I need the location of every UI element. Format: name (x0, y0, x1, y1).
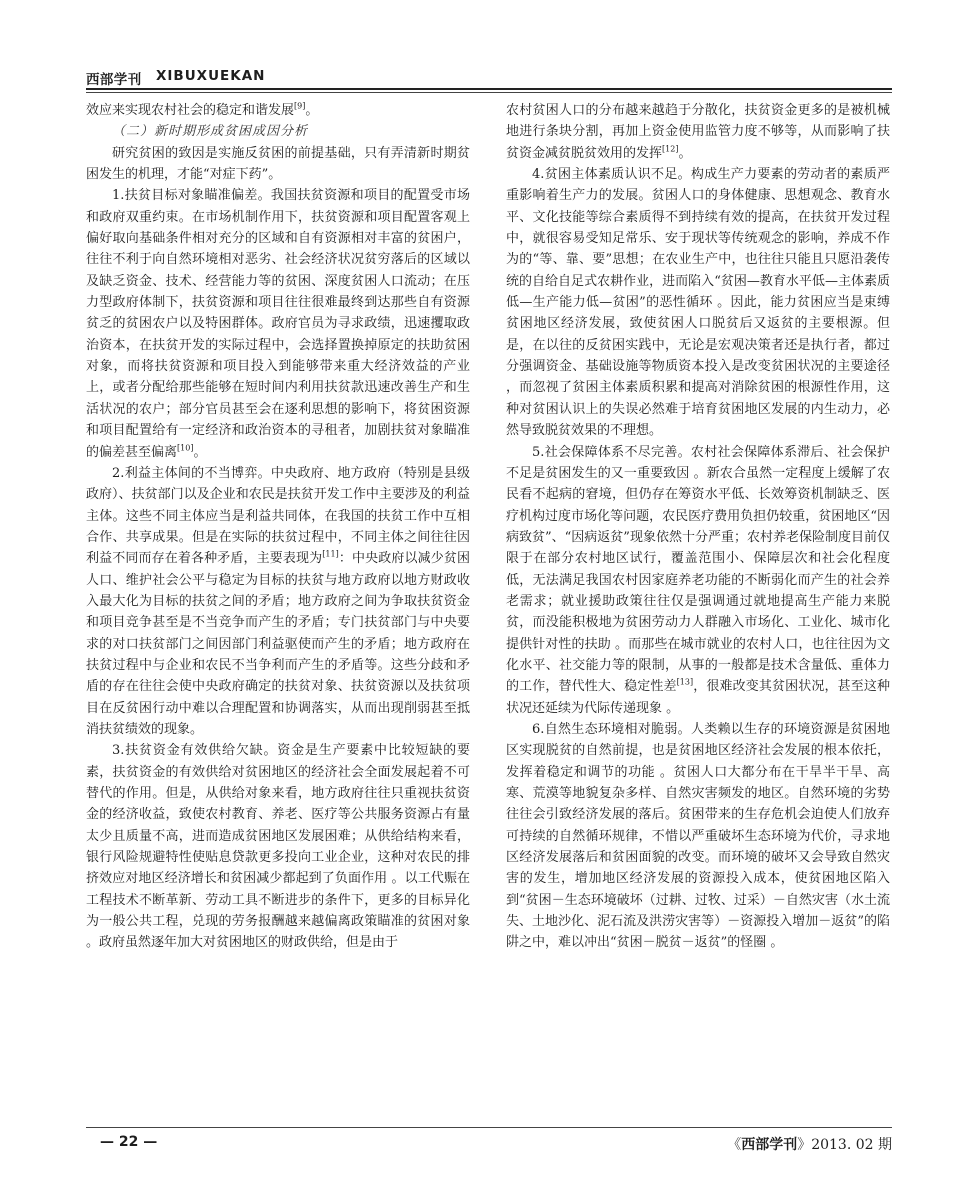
paragraph: 研究贫困的致因是实施反贫困的前提基础，只有弄清新时期贫困发生的机理，才能“对症下药”。 (86, 145, 470, 183)
paragraph: 2.利益主体间的不当博弈。中央政府、地方政府（特别是县级政府）、扶贫部门以及企业和农民是扶贫开发工作中主要涉及的利益主体。这些不同主体应当是利益共同体，在我国的扶贫工作中互相合作、共享成果。但是在实际的扶贫过程中，不同主体之间往往因利益不同而存在着各种矛盾，主要表现为[11]：中央政府以减少贫困人口、维护社会公平与稳定为目标的扶贫与地方政府以地方财政收入最大化为目标的扶贫之间的矛盾；地方政府之间为争取扶贫资金和项目竞争甚至是不当竞争而产生的矛盾；专门扶贫部门与中央要求的对口扶贫部门之间因部门利益驱使而产生的矛盾；地方政府在扶贫过程中与企业和农民不当争利而产生的矛盾等。这些分歧和矛盾的存在往往会使中央政府确定的扶贫对象、扶贫资源以及扶贫项目在反贫困行动中难以合理配置和协调落实，从而出现削弱甚至抵消扶贫绩效的现象。 (86, 465, 470, 737)
citation-ref: [12] (662, 144, 679, 154)
paragraph: 农村贫困人口的分布越来越趋于分散化，扶贫资金更多的是被机械地进行条块分割，再加上资金使用监管力度不够等，从而影响了扶贫资金减贫脱贫效用的发挥[12]。 (506, 103, 890, 161)
right-column (506, 100, 890, 954)
paragraph: 1.扶贫目标对象瞄准偏差。我国扶贫资源和项目的配置受市场和政府双重约束。在市场机制作用下，扶贫资源和项目配置客观上偏好取向基础条件相对充分的区域和自有资源相对丰富的贫困户，往往不利于向自然环境相对恶劣、社会经济状况贫穷落后的区域以及缺乏资金、技术、经营能力等的贫困、深度贫困人口流动；在压力型政府体制下，扶贫资源和项目往往很难最终到达那些自有资源贫乏的贫困农户以及特困群体。政府官员为寻求政绩，迅速攫取政治资本，在扶贫开发的实际过程中，会选择置换掉原定的扶助贫困对象，而将扶贫资源和项目投入到能够带来重大经济效益的产业上，或者分配给那些能够在短时间内利用扶贫款迅速改善生产和生活状况的农户；部分官员甚至会在逐利思想的影响下，将贫困资源和项目配置给有一定经济和政治资本的寻租者，加剧扶贫对象瞄准的偏差甚至偏离[10]。 (86, 188, 470, 460)
paragraph: 5.社会保障体系不尽完善。农村社会保障体系滞后、社会保护不足是贫困发生的又一重要致因 。新农合虽然一定程度上缓解了农民看不起病的窘境，但仍存在筹资水平低、长效筹资机制缺乏、医疗机构过度市场化等问题，农民医疗费用负担仍较重，贫困地区“因病致贫”、“因病返贫”现象依然十分严重；农村养老保险制度目前仅限于在部分农村地区试行，覆盖范围小、保障层次和社会化程度低，无法满足我国农村因家庭养老功能的不断弱化而产生的社会养老需求；就业援助政策往往仅是强调通过就地提高生产能力来脱贫，而没能积极地为贫困劳动力人群融入市场化、工业化、城市化提供针对性的扶助 。而那些在城市就业的农村人口，也往往因为文化水平、社交能力等的限制，从事的一般都是技术含量低、重体力的工作，替代性大、稳定性差[13]，很难改变其贫困状况，甚至这种状况还延续为代际传递现象 。 (506, 444, 890, 716)
citation-ref: [13] (676, 677, 694, 687)
section-subheading: （二）新时期形成贫困成因分析 (112, 124, 309, 140)
footer-rule (86, 1127, 892, 1128)
page-number: — 22 — (100, 1134, 158, 1150)
paragraph: 3.扶贫资金有效供给欠缺。资金是生产要素中比较短缺的要素，扶贫资金的有效供给对贫困地区的经济社会全面发展起着不可替代的作用。但是，从供给对象来看，地方政府往往只重视扶贫资金的经济收益，致使农村教育、养老、医疗等公共服务资源占有量太少且质量不高，进而造成贫困地区发展困难；从供给结构来看，银行风险规避特性使贴息贷款更多投向工业企业，这种对农民的排挤效应对地区经济增长和贫困减少都起到了负面作用 。以工代赈在工程技术不断革新、劳动工具不断进步的条件下，更多的目标异化为一般公共工程，兑现的劳务报酬越来越偏离政策瞄准的贫困对象 。政府虽然逐年加大对贫困地区的财政供给，但是由于 (86, 743, 470, 951)
header-rule-thin (86, 92, 892, 93)
issue-label: 《西部学刊》2013. 02 期 (727, 1137, 892, 1153)
paragraph: 6.自然生态环境相对脆弱。人类赖以生存的环境资源是贫困地区实现脱贫的自然前提，也是贫困地区经济社会发展的根本依托，发挥着稳定和调节的功能 。贫困人口大都分布在干旱半干旱、高寒、荒漠等地貌复杂多样、自然灾害频发的地区。自然环境的劣势往往会引致经济发展的落后。贫困带来的生存危机会迫使人们放弃可持续的自然循环规律，不惜以严重破坏生态环境为代价，寻求地区经济发展落后和贫困面貌的改变。而环境的破坏又会导致自然灾害的发生，增加地区经济发展的资源投入成本，使贫困地区陷入到“贫困－生态环境破坏（过耕、过牧、过采）－自然灾害（水土流失、土地沙化、泥石流及洪涝灾害等）－资源投入增加－返贫”的陷阱之中，难以冲出“贫困－脱贫－返贫”的怪圈 。 (506, 721, 890, 951)
left-column (86, 100, 470, 954)
citation-ref: [11] (322, 549, 339, 559)
citation-ref: [10] (177, 443, 194, 453)
paragraph: 4.贫困主体素质认识不足。构成生产力要素的劳动者的素质严重影响着生产力的发展。贫困人口的身体健康、思想观念、教育水平、文化技能等综合素质得不到持续有效的提高，在扶贫开发过程中，就很容易受知足常乐、安于现状等传统观念的影响，养成不作为的“等、靠、要”思想；在农业生产中，也往往只能且只愿沿袭传统的自给自足式农耕作业，进而陷入“贫困—教育水平低—主体素质低—生产能力低—贫困”的恶性循环 。因此，能力贫困应当是束缚贫困地区经济发展，致使贫困人口脱贫后又返贫的主要根源。但是，在以往的反贫困实践中，无论是宏观决策者还是执行者，都过分强调资金、基础设施等物质资本投入是改变贫困状况的主要途径 ，而忽视了贫困主体素质积累和提高对消除贫困的根源性作用，这种对贫困认识上的失误必然难于培育贫困地区发展的内生动力，必然导致脱贫效果的不理想。 (506, 167, 890, 439)
journal-title-en: XIBUXUEKAN (156, 68, 266, 84)
paragraph: 效应来实现农村社会的稳定和谐发展[9]。 (86, 101, 319, 118)
header-rule-thick (86, 88, 892, 90)
journal-title-cn: 西部学刊 (86, 72, 142, 88)
citation-ref: [9] (294, 101, 306, 111)
running-header (86, 64, 892, 88)
